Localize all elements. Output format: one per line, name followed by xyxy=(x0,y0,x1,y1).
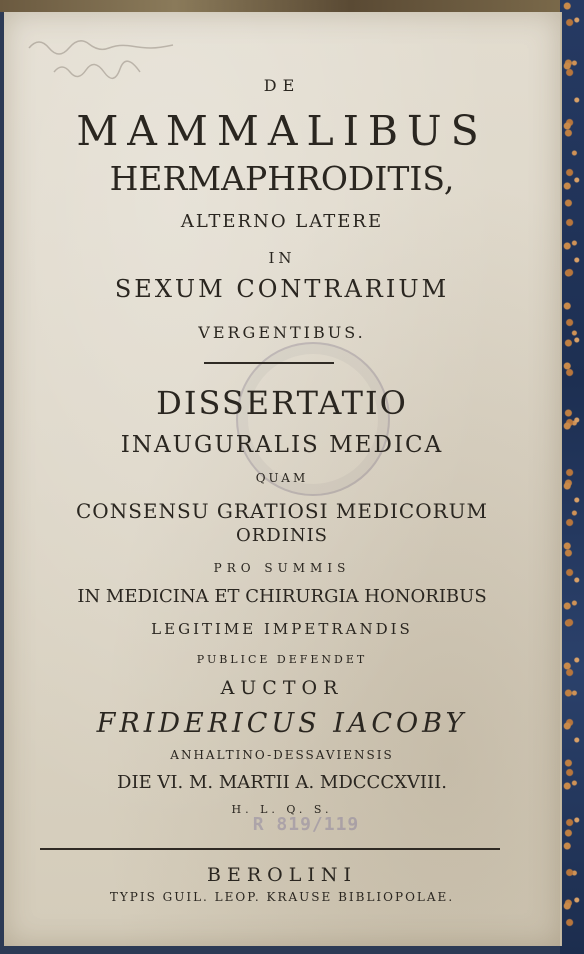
pro-summis-line: PRO SUMMIS xyxy=(213,561,351,575)
title-mammalibus: MAMMALIBUS xyxy=(76,107,488,155)
dissertatio-heading: DISSERTATIO xyxy=(156,384,408,422)
book-top-edge xyxy=(0,0,584,12)
shelf-mark-stamp: R 819/119 xyxy=(252,814,360,835)
title-de: DE xyxy=(263,76,301,95)
imprint-printer: TYPIS GUIL. LEOP. KRAUSE BIBLIOPOLAE. xyxy=(109,890,455,904)
imprint-place: BEROLINI xyxy=(207,864,357,886)
author-origin: ANHALTINO-DESSAVIENSIS xyxy=(170,748,394,762)
quam-line: QUAM xyxy=(255,471,309,485)
title-in: IN xyxy=(268,249,296,267)
divider-rule-top xyxy=(204,362,334,364)
divider-rule-bottom xyxy=(40,848,500,850)
title-sexum-contrarium: SEXUM CONTRARIUM xyxy=(114,275,450,303)
publice-line: PUBLICE DEFENDET xyxy=(196,653,368,666)
defense-date: DIE VI. M. MARTII A. MDCCCXVIII. xyxy=(117,772,447,793)
legitime-line: LEGITIME IMPETRANDIS xyxy=(151,620,413,638)
title-hermaphroditis: HERMAPHRODITIS, xyxy=(109,159,455,198)
auctor-line: AUCTOR xyxy=(220,677,344,699)
consensu-line: CONSENSU GRATIOSI MEDICORUM xyxy=(76,499,488,523)
inauguralis-medica: INAUGURALIS MEDICA xyxy=(120,432,444,458)
ordinis-line: ORDINIS xyxy=(235,525,329,546)
hlqs-line: H. L. Q. S. xyxy=(231,803,333,816)
title-alterno-latere: ALTERNO LATERE xyxy=(180,211,384,232)
author-name: FRIDERICUS IACOBY xyxy=(96,708,468,739)
title-vergentibus: VERGENTIBUS. xyxy=(198,323,366,342)
marbled-cover-edge xyxy=(560,0,584,954)
medicina-line: IN MEDICINA ET CHIRURGIA HONORIBUS xyxy=(77,586,487,607)
title-page xyxy=(4,12,560,946)
